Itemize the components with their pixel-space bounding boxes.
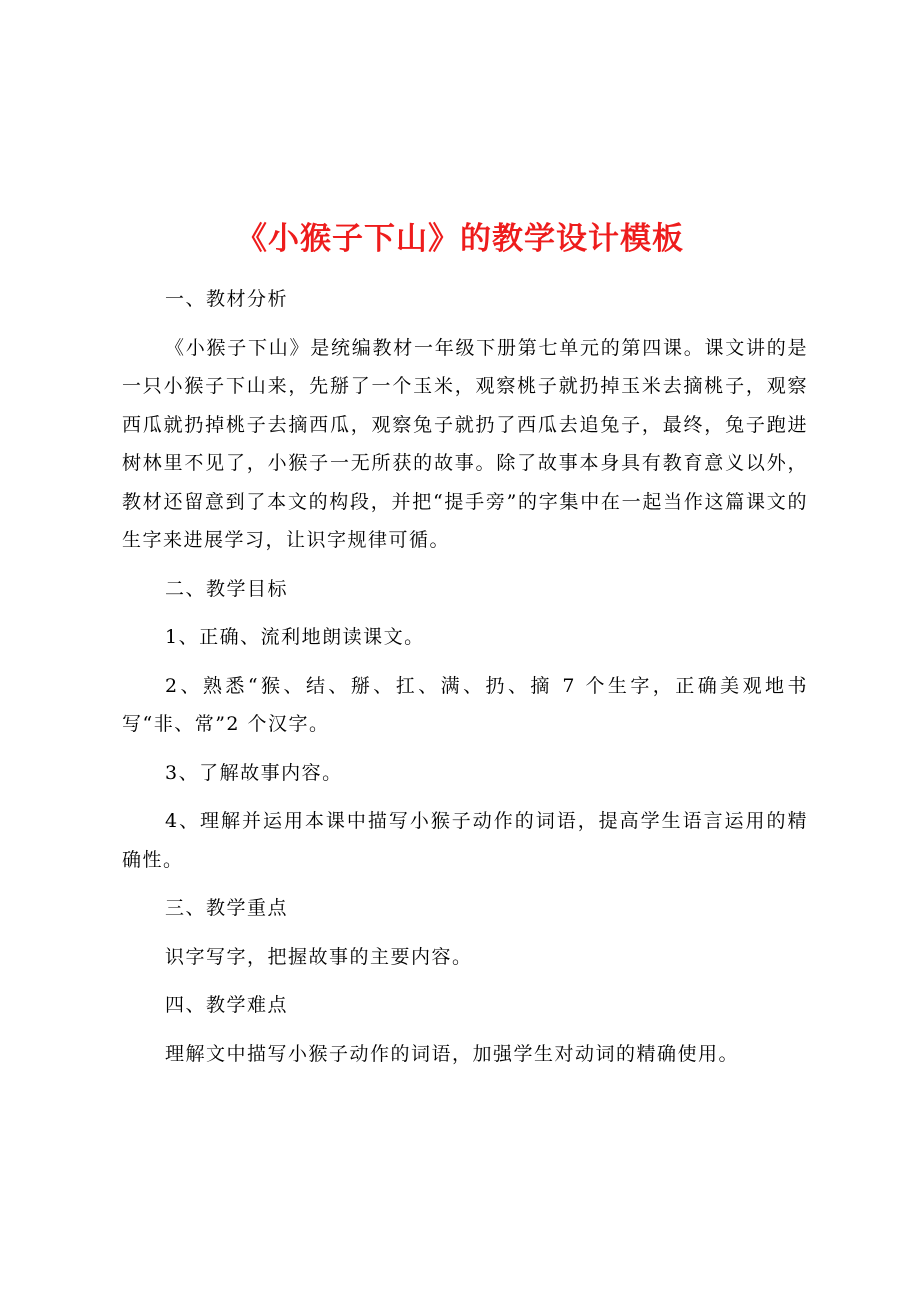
heading-teaching-goals: 二、教学目标 xyxy=(165,577,289,600)
goal-item-3: 3、了解故事内容。 xyxy=(165,761,343,784)
goal-item-2: 2、熟悉“猴、结、掰、扛、满、扔、摘 7 个生字，正确美观地书写“非、常”2 个汉字。 xyxy=(122,674,808,735)
heading-difficult-points: 四、教学难点 xyxy=(165,994,289,1016)
paragraph-material-analysis: 《小猴子下山》是统编教材一年级下册第七单元的第四课。课文讲的是一只小猴子下山来，先掰了一个玉米，观察桃子就扔掉玉米去摘桃子，观察西瓜就扔掉桃子去摘西瓜，观察兔子就扔了西瓜去追兔子，最终，兔子跑进树林里不见了，小猴子一无所获的故事。除了故事本身具有教育意义以外，教材还留意到了本文的构段，并把“提手旁”的字集中在一起当作这篇课文的生字来进展学习，让识字规律可循。 xyxy=(122,336,808,551)
paragraph-difficult-points: 理解文中描写小猴子动作的词语，加强学生对动词的精确使用。 xyxy=(165,1042,740,1065)
document-title: 《小猴子下山》的教学设计模板 xyxy=(236,220,684,257)
document-body xyxy=(122,280,808,1073)
heading-material-analysis: 一、教材分析 xyxy=(165,288,289,310)
goal-item-4: 4、理解并运用本课中描写小猴子动作的词语，提高学生语言运用的精确性。 xyxy=(122,810,808,871)
paragraph-key-points: 识字写字，把握故事的主要内容。 xyxy=(165,945,473,968)
heading-key-points: 三、教学重点 xyxy=(165,897,289,919)
goal-item-1: 1、正确、流利地朗读课文。 xyxy=(165,626,425,648)
